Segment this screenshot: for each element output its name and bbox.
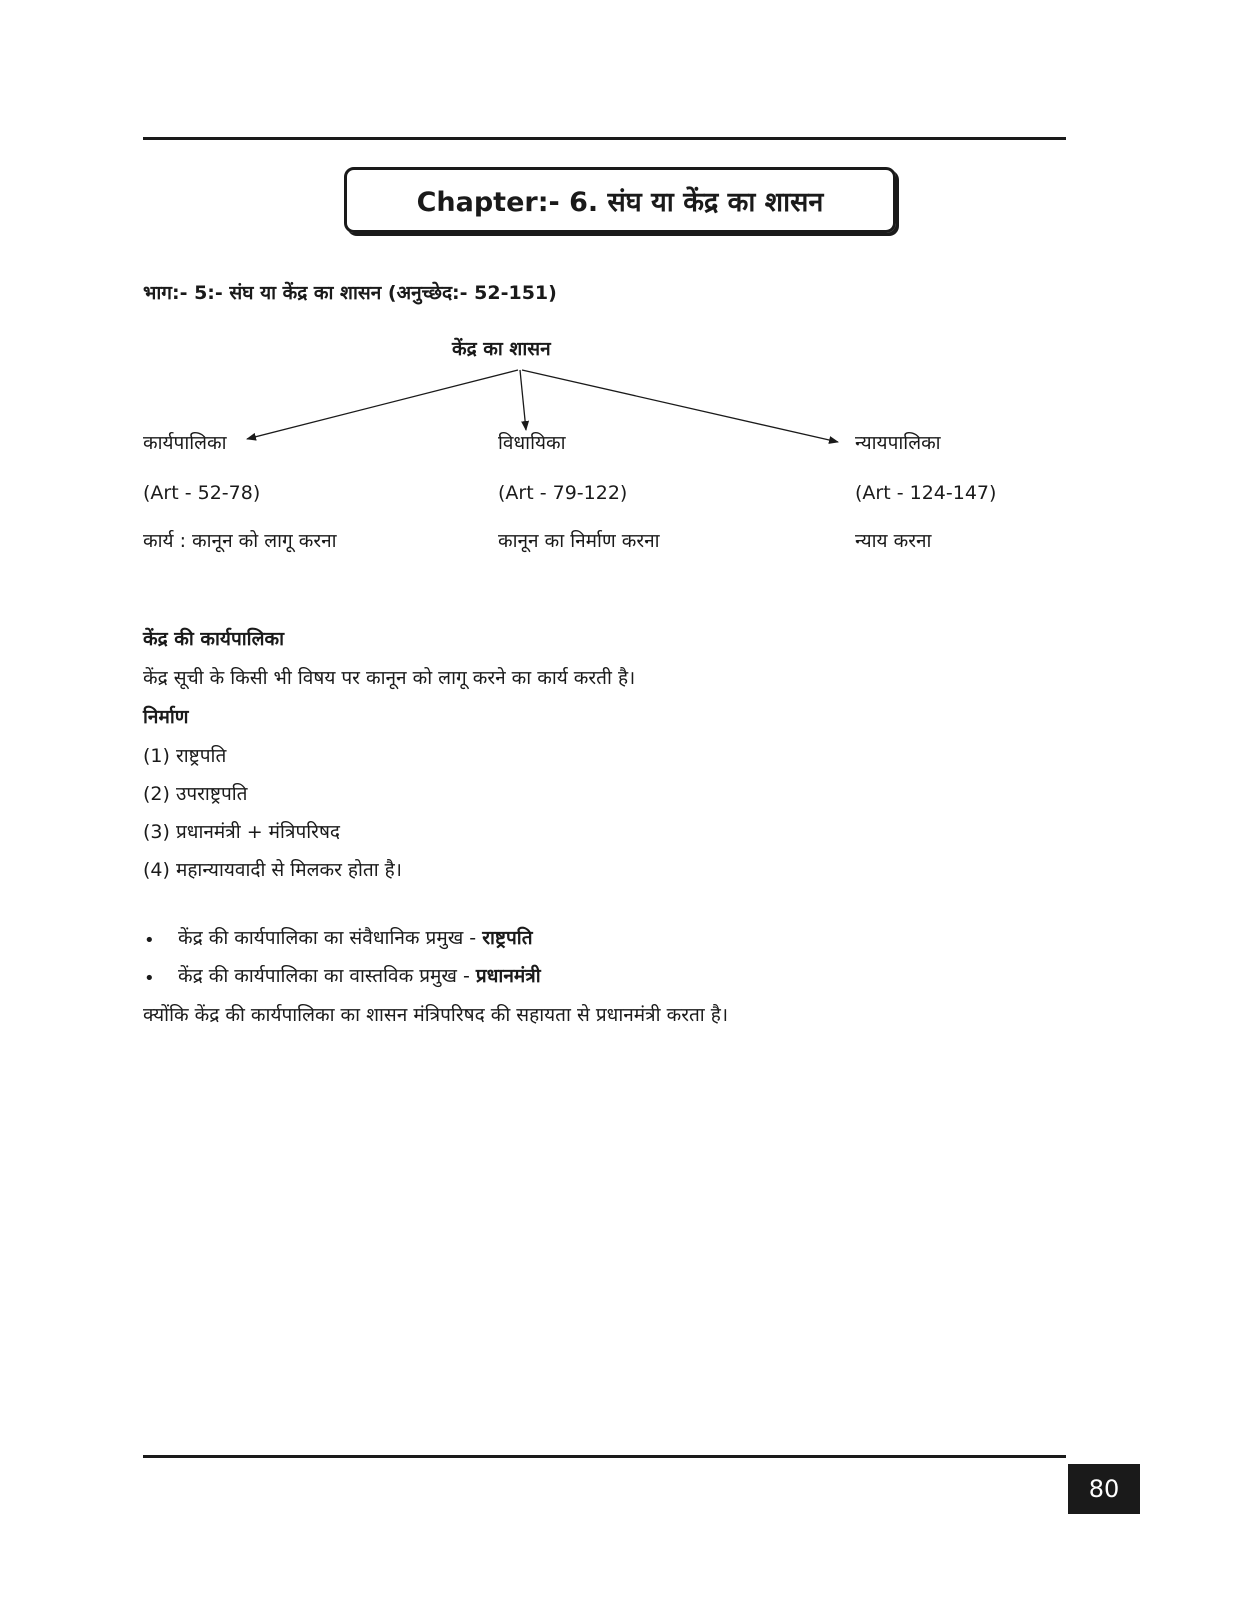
- arrow-to-executive: [247, 370, 518, 439]
- branch-executive-function: कार्य : कानून को लागू करना: [143, 530, 337, 552]
- diagram-root: केंद्र का शासन: [452, 338, 551, 360]
- composition-item: (4) महान्यायवादी से मिलकर होता है।: [143, 859, 402, 881]
- bullet-dot: •: [144, 968, 155, 989]
- bullet-bold: प्रधानमंत्री: [475, 965, 541, 987]
- branch-legislature-articles: (Art - 79-122): [498, 482, 628, 504]
- branch-judiciary-name: न्यायपालिका: [855, 432, 941, 454]
- arrow-to-judiciary: [522, 370, 838, 442]
- composition-item: (2) उपराष्ट्रपति: [143, 783, 248, 805]
- bullet-dot: •: [144, 930, 155, 951]
- branch-executive-name: कार्यपालिका: [143, 432, 227, 454]
- bullet-text: केंद्र की कार्यपालिका का संवैधानिक प्रमुख -: [178, 927, 483, 949]
- bullet-item: [178, 965, 541, 988]
- part-heading: भाग:- 5:- संघ या केंद्र का शासन (अनुच्छेद:- 52-151): [143, 282, 557, 304]
- bullet-item: [178, 927, 533, 950]
- composition-item: (3) प्रधानमंत्री + मंत्रिपरिषद: [143, 821, 341, 843]
- bullet-text: केंद्र की कार्यपालिका का वास्तविक प्रमुख -: [178, 965, 476, 987]
- footer-rule: [143, 1455, 1066, 1458]
- conclusion-text: क्योंकि केंद्र की कार्यपालिका का शासन मंत्रिपरिषद की सहायता से प्रधानमंत्री करता है।: [143, 1004, 729, 1026]
- page-number: 80: [1068, 1464, 1140, 1514]
- executive-description: केंद्र सूची के किसी भी विषय पर कानून को लागू करने का कार्य करती है।: [143, 667, 636, 689]
- branch-legislature-function: कानून का निर्माण करना: [498, 530, 660, 552]
- branch-judiciary-function: न्याय करना: [855, 530, 932, 552]
- chapter-title: Chapter:- 6. संघ या केंद्र का शासन: [416, 186, 824, 218]
- bullet-bold: राष्ट्रपति: [482, 927, 533, 949]
- branch-legislature-name: विधायिका: [498, 432, 566, 454]
- branch-judiciary-articles: (Art - 124-147): [855, 482, 997, 504]
- executive-heading: केंद्र की कार्यपालिका: [143, 628, 284, 650]
- composition-heading: निर्माण: [143, 706, 189, 728]
- arrow-to-legislature: [520, 370, 526, 430]
- branch-executive-articles: (Art - 52-78): [143, 482, 261, 504]
- composition-item: (1) राष्ट्रपति: [143, 745, 227, 767]
